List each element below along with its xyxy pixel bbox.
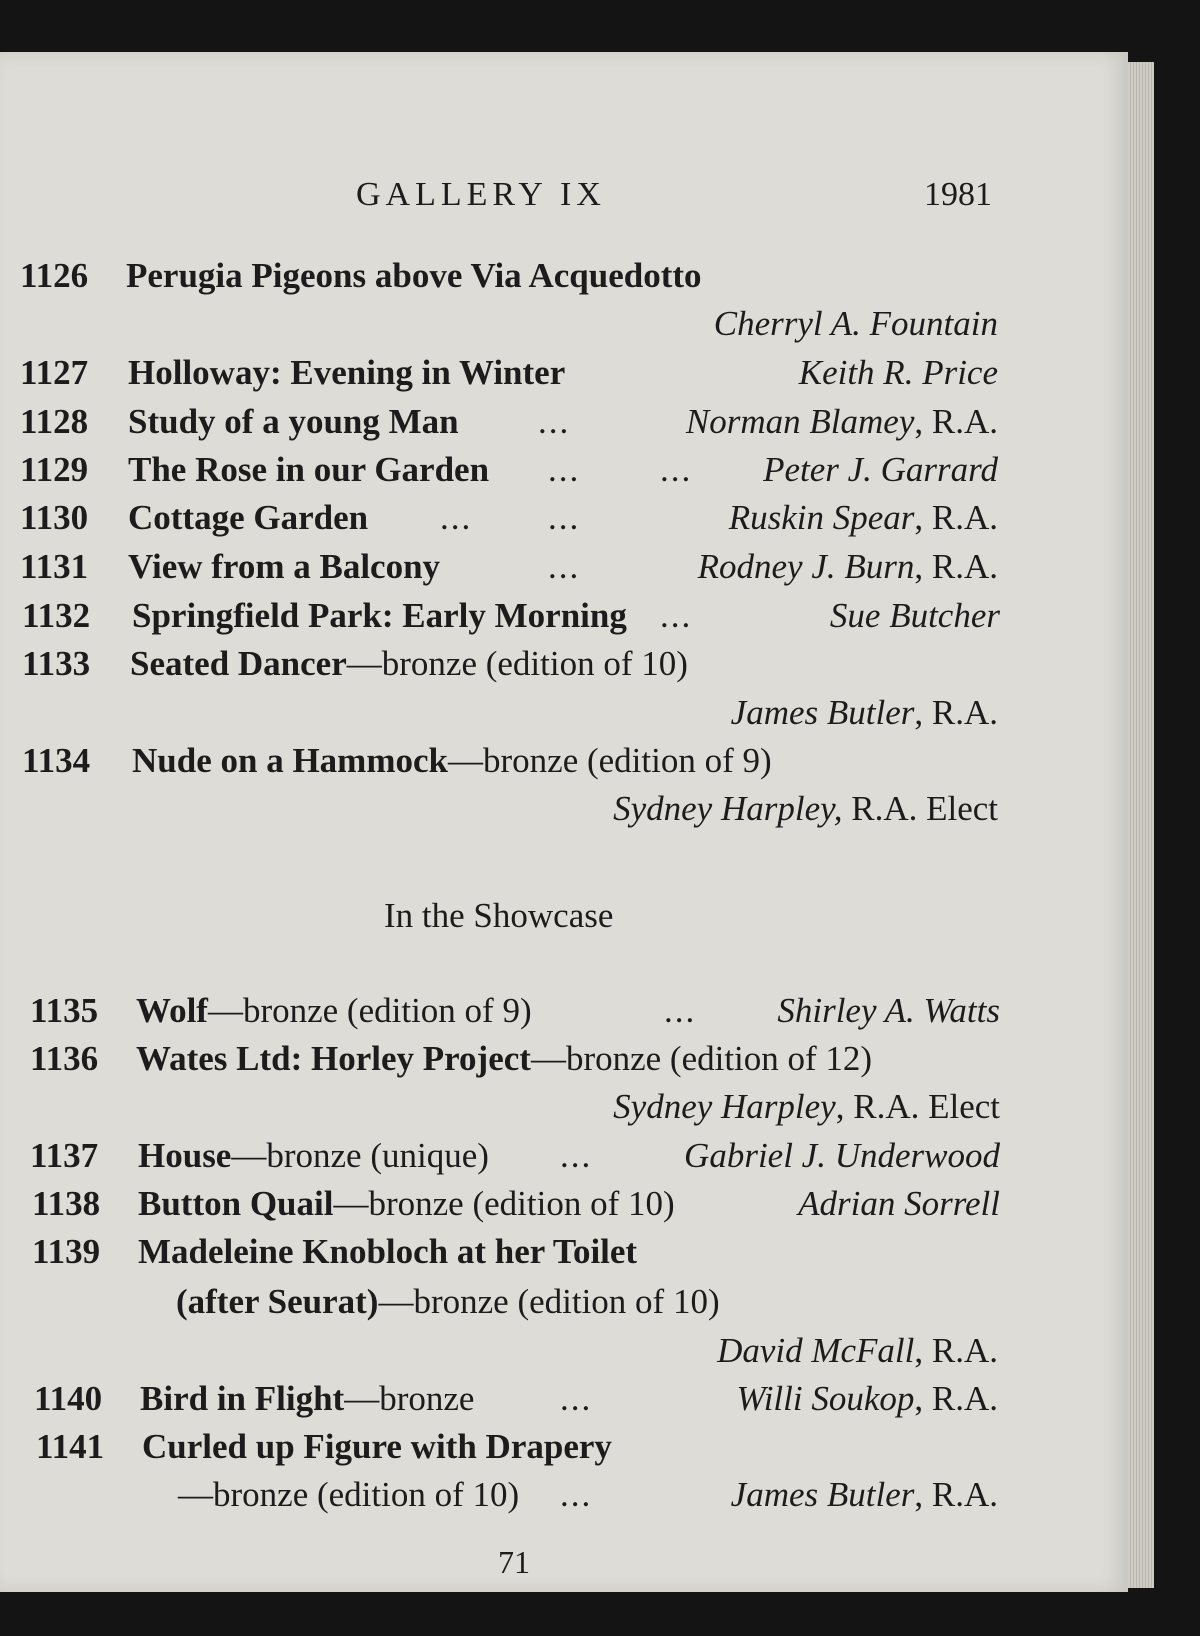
entry-title-continued: (after Seurat) [176, 1282, 379, 1321]
entry-title-line [138, 1184, 675, 1224]
entry-title-line [130, 644, 688, 684]
entry-title: Seated Dancer [130, 644, 347, 683]
entry-artist-line [731, 1475, 998, 1515]
entry-number: 1135 [30, 991, 99, 1030]
entry-number: 1138 [32, 1184, 101, 1223]
entry-title: Perugia Pigeons above Via Acquedotto [126, 256, 702, 295]
entry-title: Study of a young Man [128, 402, 459, 441]
entry-artist-line [714, 304, 998, 344]
entry-number: 1139 [32, 1232, 101, 1271]
entry-number: 1126 [20, 256, 89, 295]
entry-title-line [132, 741, 772, 781]
entry-artist-line [686, 402, 998, 442]
artist-suffix: , R.A. [914, 693, 998, 732]
entry-artist-line [777, 991, 1000, 1031]
artist-suffix: , R.A. [914, 498, 998, 537]
entry-artist-line [684, 1136, 1000, 1176]
entry-medium: —bronze (edition of 12) [530, 1039, 873, 1078]
entry-title-line [138, 1136, 489, 1176]
entry-title: Nude on a Hammock [132, 741, 448, 780]
entry-artist: Sue Butcher [829, 596, 1000, 635]
entry-number: 1137 [30, 1136, 99, 1175]
leader-dots: ... [548, 450, 581, 489]
artist-suffix: , R.A. [914, 1379, 998, 1418]
entry-artist: Peter J. Garrard [763, 450, 998, 489]
entry-artist-line [763, 450, 998, 490]
entry-artist: Sydney Harpley, [613, 789, 843, 828]
leader-dots: ... [660, 596, 693, 635]
entry-artist: Gabriel J. Underwood [684, 1136, 1000, 1175]
leader-dots: ... [560, 1379, 593, 1418]
entry-title: Holloway: Evening in Winter [128, 353, 566, 392]
entry-title: The Rose in our Garden [128, 450, 490, 489]
entry-artist-line [613, 1087, 1000, 1127]
entry-artist-line [799, 353, 998, 393]
entry-title: Wates Ltd: Horley Project [136, 1039, 531, 1078]
entry-title: Wolf [136, 991, 208, 1030]
entry-artist: Sydney Harpley [613, 1087, 836, 1126]
entry-number: 1136 [30, 1039, 99, 1078]
leader-dots: ... [440, 498, 473, 537]
entry-artist-line [717, 1331, 998, 1371]
entry-number: 1131 [20, 547, 89, 586]
entry-medium: —bronze (unique) [231, 1136, 489, 1175]
entry-artist: Willi Soukop [736, 1379, 915, 1418]
entry-title: Springfield Park: Early Morning [132, 596, 627, 635]
entry-number: 1132 [22, 596, 91, 635]
leader-dots: ... [548, 498, 581, 537]
entry-medium: —bronze (edition of 10) [333, 1184, 675, 1223]
entry-artist: Shirley A. Watts [777, 991, 1000, 1030]
catalogue-year: 1981 [924, 176, 992, 213]
entry-title: House [138, 1136, 232, 1175]
entry-title-line [140, 1379, 474, 1419]
artist-suffix: , R.A. [914, 402, 998, 441]
entry-number: 1128 [20, 402, 89, 441]
entry-title-line [136, 991, 532, 1031]
leader-dots: ... [560, 1475, 593, 1514]
entry-artist-line [698, 547, 998, 587]
entry-medium: —bronze (edition of 9) [448, 741, 772, 780]
artist-suffix: , R.A. [914, 547, 998, 586]
entry-medium: —bronze [344, 1379, 475, 1418]
entry-number: 1134 [22, 741, 91, 780]
entry-number: 1130 [20, 498, 89, 537]
gallery-title: GALLERY IX [356, 176, 606, 213]
entry-title: Button Quail [138, 1184, 334, 1223]
entry-artist: James Butler [730, 693, 915, 732]
entry-artist: Rodney J. Burn [697, 547, 915, 586]
page-edge [1128, 62, 1154, 1588]
entry-medium: —bronze (edition of 10) [178, 1475, 520, 1514]
entry-number: 1141 [36, 1427, 105, 1466]
entry-artist: Adrian Sorrell [798, 1184, 1000, 1223]
leader-dots: ... [660, 450, 693, 489]
entry-number: 1140 [34, 1379, 103, 1418]
page-number: 71 [498, 1544, 530, 1580]
entry-artist: Ruskin Spear [728, 498, 915, 537]
entry-title: Madeleine Knobloch at her Toilet [138, 1232, 638, 1271]
leader-dots: ... [560, 1136, 593, 1175]
entry-title-line [136, 1039, 872, 1079]
entry-artist: Norman Blamey [685, 402, 915, 441]
entry-title: Cottage Garden [128, 498, 369, 537]
entry-title: Curled up Figure with Drapery [142, 1427, 612, 1466]
entry-artist-line [798, 1184, 1000, 1224]
artist-suffix: , R.A. [914, 1475, 998, 1514]
entry-medium: —bronze (edition of 9) [207, 991, 532, 1030]
entry-artist-line [731, 693, 998, 733]
artist-suffix: R.A. Elect [842, 789, 998, 828]
entry-medium: —bronze (edition of 10) [346, 644, 688, 683]
entry-number: 1133 [22, 644, 91, 683]
entry-artist: Cherryl A. Fountain [713, 304, 998, 343]
entry-title: View from a Balcony [128, 547, 441, 586]
leader-dots: ... [664, 991, 697, 1030]
entry-title-line [176, 1282, 720, 1322]
entry-artist: David McFall [717, 1331, 915, 1370]
entry-artist-line [613, 789, 998, 829]
entry-artist: Keith R. Price [798, 353, 998, 392]
entry-number: 1129 [20, 450, 89, 489]
entry-medium: —bronze (edition of 10) [378, 1282, 720, 1321]
leader-dots: ... [548, 547, 581, 586]
entry-artist: James Butler [730, 1475, 915, 1514]
entry-artist-line [830, 596, 1000, 636]
entry-title: Bird in Flight [140, 1379, 345, 1418]
artist-suffix: , R.A. Elect [835, 1087, 1000, 1126]
entry-number: 1127 [20, 353, 89, 392]
leader-dots: ... [538, 402, 571, 441]
artist-suffix: , R.A. [914, 1331, 998, 1370]
entry-artist-line [736, 1379, 998, 1419]
entry-artist-line [729, 498, 998, 538]
section-heading: In the Showcase [384, 896, 614, 935]
